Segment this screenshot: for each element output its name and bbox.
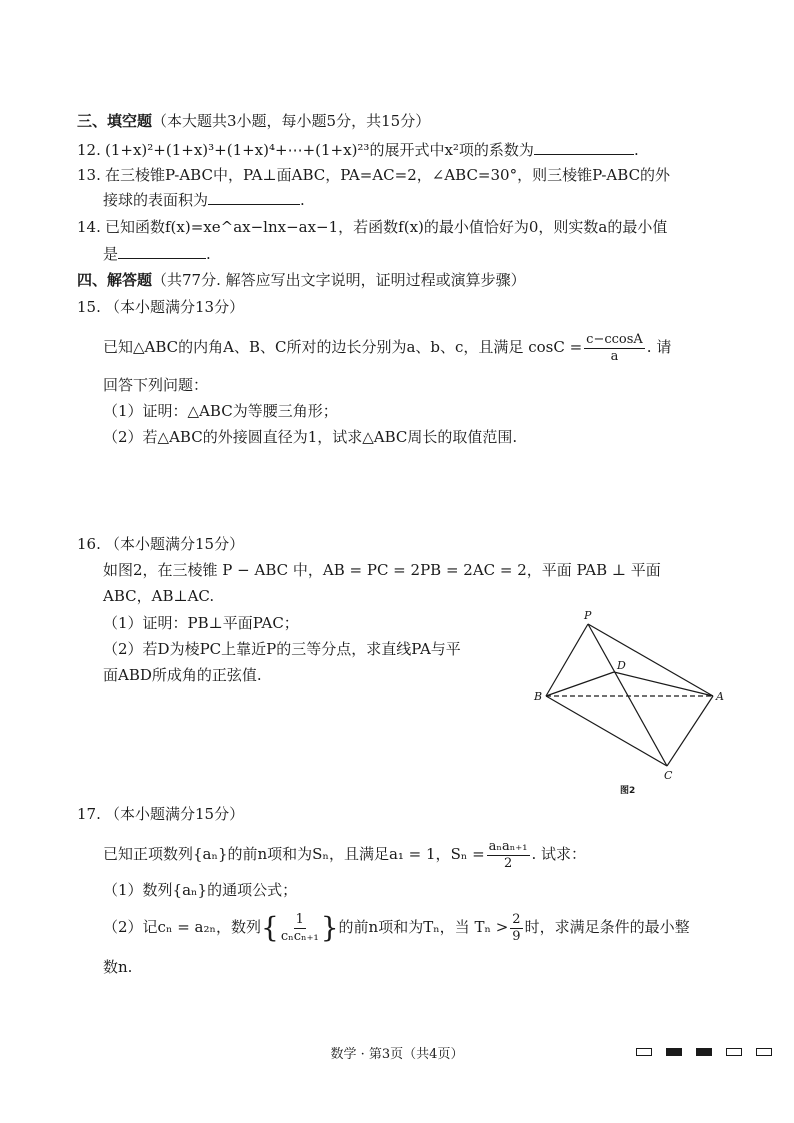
q16-line1: 如图2，在三棱锥 P − ABC 中，AB = PC = 2PB = 2AC = 2，平面 PAB ⊥ 平面 [103,561,661,579]
q14-end: . [206,245,211,263]
q15-part1: （1）证明：△ABC为等腰三角形； [103,402,338,420]
q16-part1: （1）证明：PB⊥平面PAC； [103,614,299,632]
q17-part2 [103,908,690,947]
q17-part2-c: 时，求满足条件的最小整 [524,918,690,936]
q16-part2b: 面ABD所成角的正弦值. [103,666,262,684]
left-brace-icon: { [260,911,279,944]
question-14 [77,216,667,238]
q17-t-num: 2 [512,911,521,927]
edge-BC [546,696,667,766]
q12-expression: (1+x)²+(1+x)³+(1+x)⁴+⋯+(1+x)²³ [105,141,370,159]
scan-mark-1 [636,1048,652,1056]
q15-line2: 回答下列问题： [103,376,209,394]
q14-number: 14. [77,218,101,236]
q12-number: 12. [77,141,101,159]
q17-part2-b: 的前n项和为Tₙ，当 Tₙ > [338,918,509,936]
edge-DA [614,672,713,696]
q17-stem [103,835,586,873]
label-D: D [617,659,626,672]
q15-frac-num: c−ccosA [586,331,643,347]
q17-part1: （1）数列{aₙ}的通项公式； [103,881,298,899]
q16-score: （本小题满分15分） [105,535,245,553]
q17-seq-den: cₙcₙ₊₁ [280,928,319,944]
section3-heading [77,110,430,132]
section3-title: 三、填空题 [77,112,153,130]
q15-frac-den: a [610,348,619,364]
edge-PC [588,624,667,766]
q15-score: （本小题满分13分） [105,298,245,316]
section4-title: 四、解答题 [77,271,153,289]
scan-mark-2 [666,1048,682,1056]
q16-number: 16. [77,535,101,553]
q15-stem-end: . 请 [646,338,672,356]
question-16-header [77,533,244,555]
q17-seq-fraction [281,912,319,945]
label-A: A [716,690,724,703]
question-13 [77,164,670,186]
q17-s-num: aₙaₙ₊₁ [488,838,528,854]
q17-number: 17. [77,805,101,823]
q17-seq-num: 1 [295,911,304,927]
right-brace-icon: } [320,911,339,944]
scan-mark-4 [726,1048,742,1056]
q17-last-line: 数n. [103,958,133,976]
scan-mark-3 [696,1048,712,1056]
section4-heading [77,269,526,291]
question-15-header [77,296,244,318]
q12-text: 的展开式中x²项的系数为 [369,141,534,159]
q12-answer-blank[interactable] [534,140,634,155]
q17-s-den: 2 [503,855,513,871]
q17-stem-text: 已知正项数列{aₙ}的前n项和为Sₙ，且满足a₁ = 1， [103,845,451,863]
q13-answer-blank[interactable] [208,190,300,205]
q15-fraction [584,332,645,365]
edge-BD [546,672,614,696]
q15-part2: （2）若△ABC的外接圆直径为1，试求△ABC周长的取值范围. [103,428,518,446]
q13-end: . [300,191,305,209]
q14-line1: 已知函数f(x)=xe^ax−lnx−ax−1，若函数f(x)的最小值恰好为0，则实数a的最小值 [105,218,668,236]
edge-PB [546,624,588,696]
q13-number: 13. [77,166,101,184]
q13-line2: 接球的表面积为 [103,191,209,209]
q17-s-left: Sₙ = [450,845,485,863]
scan-mark-5 [756,1048,772,1056]
scan-marks [636,1048,772,1056]
label-C: C [664,769,673,782]
question-12 [77,139,639,161]
figure-caption: 图2 [620,786,636,796]
q14-answer-blank[interactable] [118,244,206,259]
label-B: B [534,690,543,703]
q17-t-den: 9 [512,928,521,944]
q12-end: . [633,141,639,159]
q15-cos-left: cosC = [528,338,583,356]
label-P: P [584,609,592,622]
q15-stem [103,330,671,365]
section4-note: （共77分. 解答应写出文字说明，证明过程或演算步骤） [152,271,526,289]
edge-PA [588,624,713,696]
q14-line2-row [103,243,211,265]
section3-note: （本大题共3小题，每小题5分，共15分） [152,112,431,130]
edge-AC [667,696,713,766]
q15-stem-text: 已知△ABC的内角A、B、C所对的边长分别为a、b、c，且满足 [103,338,524,356]
q16-part2a: （2）若D为棱PC上靠近P的三等分点，求直线PA与平 [103,640,461,658]
question-17-header [77,803,244,825]
q17-s-fraction [487,839,530,872]
page-footer: 数学 · 第3页（共4页） [330,1047,464,1062]
q13-line2-row [103,189,305,211]
q17-stem-end: . 试求： [531,845,587,863]
q17-score: （本小题满分15分） [105,805,245,823]
figure-2 [530,606,730,798]
q14-line2: 是 [103,245,119,263]
q17-part2-a: （2）记cₙ = a₂ₙ，数列 [103,918,261,936]
q17-t-fraction [510,912,522,945]
q15-number: 15. [77,298,101,316]
q16-line2: ABC，AB⊥AC. [103,587,215,605]
q13-line1: 在三棱锥P-ABC中，PA⊥面ABC，PA=AC=2，∠ABC=30°，则三棱锥P-ABC的外 [105,166,671,184]
